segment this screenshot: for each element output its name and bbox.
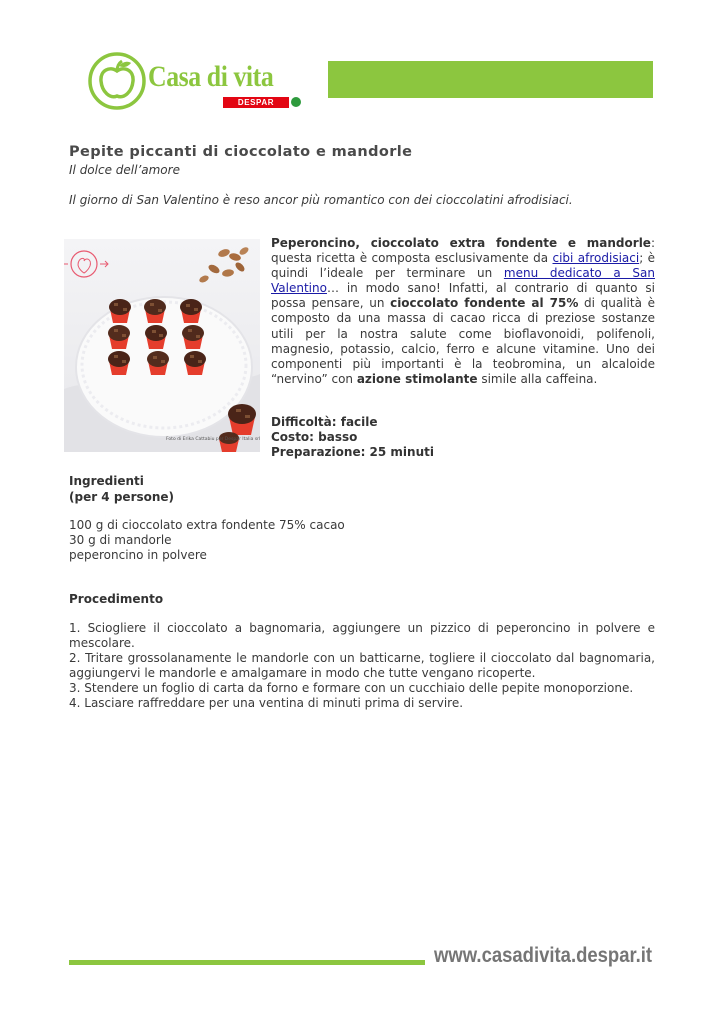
description-text-1: : questa ricetta è composta esclusivamente da: [271, 236, 655, 266]
recipe-description: [271, 236, 655, 387]
procedure-step: 4. Lasciare raffreddare per una ventina di minuti prima di servire.: [69, 696, 464, 710]
link-menu-san-valentino[interactable]: menu dedicato a San Valentino: [271, 266, 655, 296]
chocolate-photo-illustration: [64, 239, 260, 452]
apple-logo-icon: [88, 52, 146, 110]
procedure-step: 1. Sciogliere il cioccolato a bagnomaria, aggiungere un pizzico di peperoncino in polvere e mescolare.: [69, 621, 655, 650]
procedure-heading: Procedimento: [69, 592, 164, 606]
description-bold-1: cioccolato fondente al 75%: [390, 296, 579, 311]
footer-green-bar: [69, 960, 425, 965]
ingredients-servings: (per 4 persone): [69, 490, 175, 504]
procedure-steps: [69, 621, 655, 711]
description-bold-2: azione stimolante: [356, 371, 478, 386]
recipe-subtitle: Il dolce dell’amore: [69, 163, 180, 177]
procedure-step: 2. Tritare grossolanamente le mandorle con un batticarne, togliere il cioccolato dal bagnomaria, aggiungervi le mandorle e amalgamare in modo che tutte vengano ricoperte.: [69, 651, 655, 680]
list-item: 100 g di cioccolato extra fondente 75% cacao: [69, 518, 345, 532]
description-text-5: simile alla caffeina.: [477, 371, 598, 386]
despar-mark-icon: [291, 97, 301, 107]
photo-credit: Foto di Erika Cattabiu per Despar Italia srl: [166, 437, 260, 442]
description-lead: Peperoncino, cioccolato extra fondente e mandorle: [271, 236, 651, 250]
recipe-photo: [64, 239, 260, 452]
logo: [88, 52, 308, 112]
recipe-intro: Il giorno di San Valentino è reso ancor più romantico con dei cioccolatini afrodisiaci.: [69, 193, 573, 207]
description-text-2: ; è quindi l’ideale per terminare un: [271, 251, 656, 281]
brand-name: Casa di vita: [148, 60, 274, 93]
description-text-4: di qualità è composto da una massa di cacao ricca di preziose sostanze utili per la nostra salute come bioflavonoidi, polifenoli, magnesio, potassio, calcio, ferro e alcune vitamine. Uno dei componenti più importanti è la teobromina, un alcaloide “nervino” con: [271, 296, 655, 386]
prep-time: Preparazione: 25 minuti: [271, 445, 434, 459]
despar-badge: DESPAR: [223, 97, 289, 108]
difficulty: Difficoltà: facile: [271, 415, 378, 429]
recipe-facts: [271, 415, 434, 460]
procedure-step: 3. Stendere un foglio di carta da forno e formare con un cucchiaio delle pepite monoporzione.: [69, 681, 634, 695]
description-text-3: … in modo sano! Infatti, al contrario di quanto si possa pensare, un: [271, 281, 655, 311]
ingredients-heading: [69, 473, 174, 505]
link-cibi-afrodisiaci[interactable]: cibi afrodisiaci: [552, 251, 640, 266]
list-item: peperoncino in polvere: [69, 548, 207, 562]
header-green-bar: [328, 61, 653, 98]
list-item: 30 g di mandorle: [69, 533, 172, 547]
ingredients-list: [69, 518, 345, 563]
recipe-title: Pepite piccanti di cioccolato e mandorle: [69, 144, 413, 160]
footer-url[interactable]: www.casadivita.despar.it: [434, 944, 653, 967]
cost: Costo: basso: [271, 430, 358, 444]
ingredients-title: Ingredienti: [69, 474, 144, 488]
